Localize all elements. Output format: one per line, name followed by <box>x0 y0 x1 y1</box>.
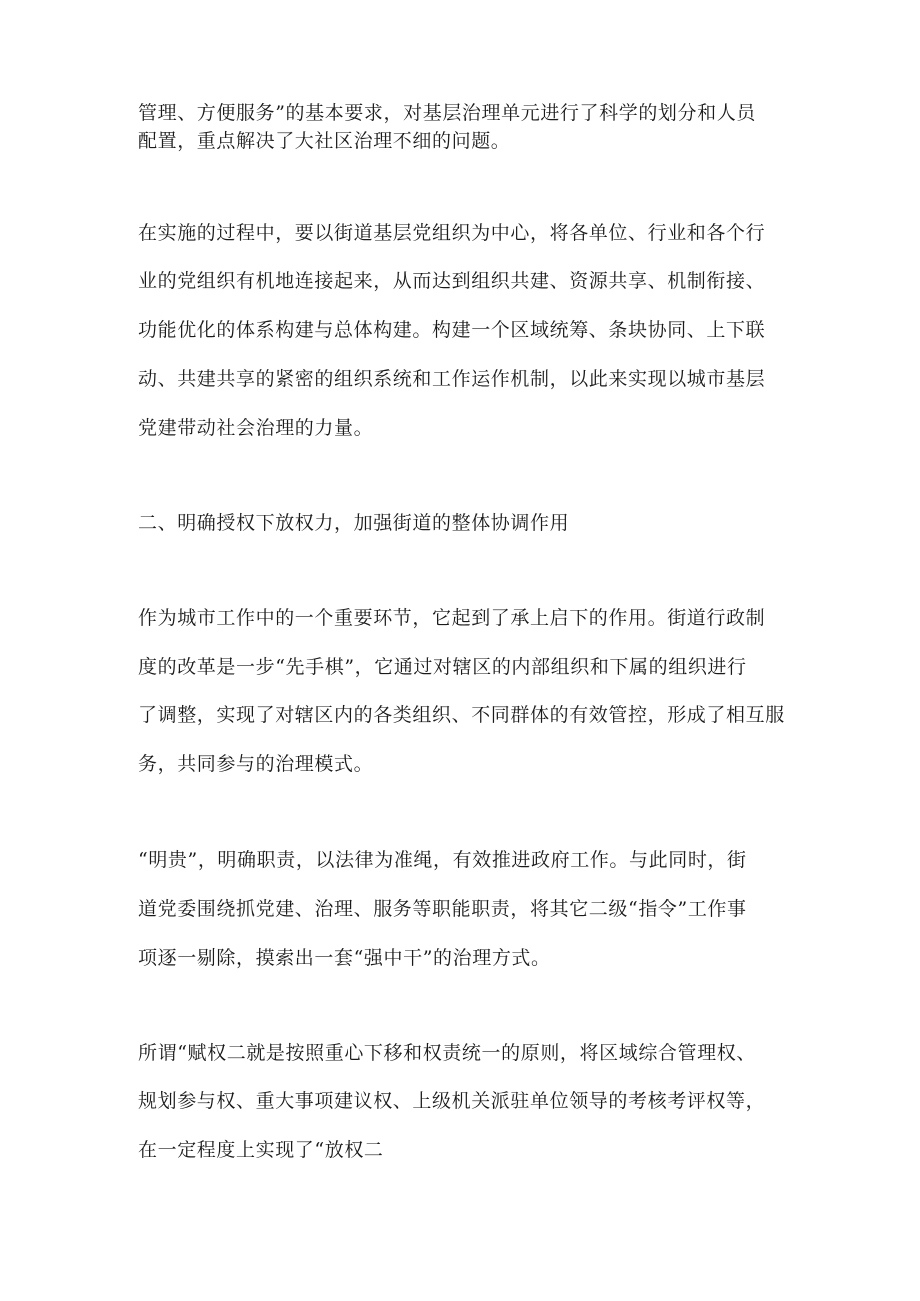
paragraph-3-line-3: 了调整，实现了对辖区内的各类组织、不同群体的有效管控，形成了相互服 <box>138 704 785 726</box>
paragraph-5-line-2: 规划参与权、重大事项建议权、上级机关派驻单位领导的考核考评权等， <box>138 1090 766 1112</box>
paragraph-5-line-1: 所谓“赋权二就是按照重心下移和权责统一的原则，将区域综合管理权、 <box>138 1042 756 1064</box>
paragraph-3-line-1: 作为城市工作中的一个重要环节，它起到了承上启下的作用。街道行政制 <box>138 607 766 629</box>
paragraph-2-line-2: 业的党组织有机地连接起来，从而达到组织共建、资源共享、机制衔接、 <box>138 270 766 292</box>
paragraph-3-line-4: 务，共同参与的治理模式。 <box>138 753 374 775</box>
paragraph-2-line-1: 在实施的过程中，要以街道基层党组织为中心，将各单位、行业和各个行 <box>138 222 766 244</box>
paragraph-1-line-1: 管理、方便服务”的基本要求，对基层治理单元进行了科学的划分和人员 <box>138 102 756 124</box>
paragraph-3-line-2: 度的改革是一步“先手棋”，它通过对辖区的内部组织和下属的组织进行 <box>138 656 747 678</box>
paragraph-2-line-3: 功能优化的体系构建与总体构建。构建一个区域统筹、条块协同、上下联 <box>138 319 766 341</box>
paragraph-4-line-3: 项逐一剔除，摸索出一套“强中干”的治理方式。 <box>138 947 551 969</box>
paragraph-5-line-3: 在一定程度上实现了“放权二 <box>138 1139 384 1161</box>
paragraph-2-line-4: 动、共建共享的紧密的组织系统和工作运作机制，以此来实现以城市基层 <box>138 368 766 390</box>
paragraph-2-line-5: 党建带动社会治理的力量。 <box>138 417 374 439</box>
paragraph-1-line-2: 配置，重点解决了大社区治理不细的问题。 <box>138 130 511 152</box>
paragraph-4-line-2: 道党委围绕抓党建、治理、服务等职能职责，将其它二级“指令”工作事 <box>138 898 747 920</box>
section-heading: 二、明确授权下放权力，加强街道的整体协调作用 <box>138 512 570 534</box>
paragraph-4-line-1: “明贵”，明确职责，以法律为准绳，有效推进政府工作。与此同时，街 <box>138 849 747 871</box>
